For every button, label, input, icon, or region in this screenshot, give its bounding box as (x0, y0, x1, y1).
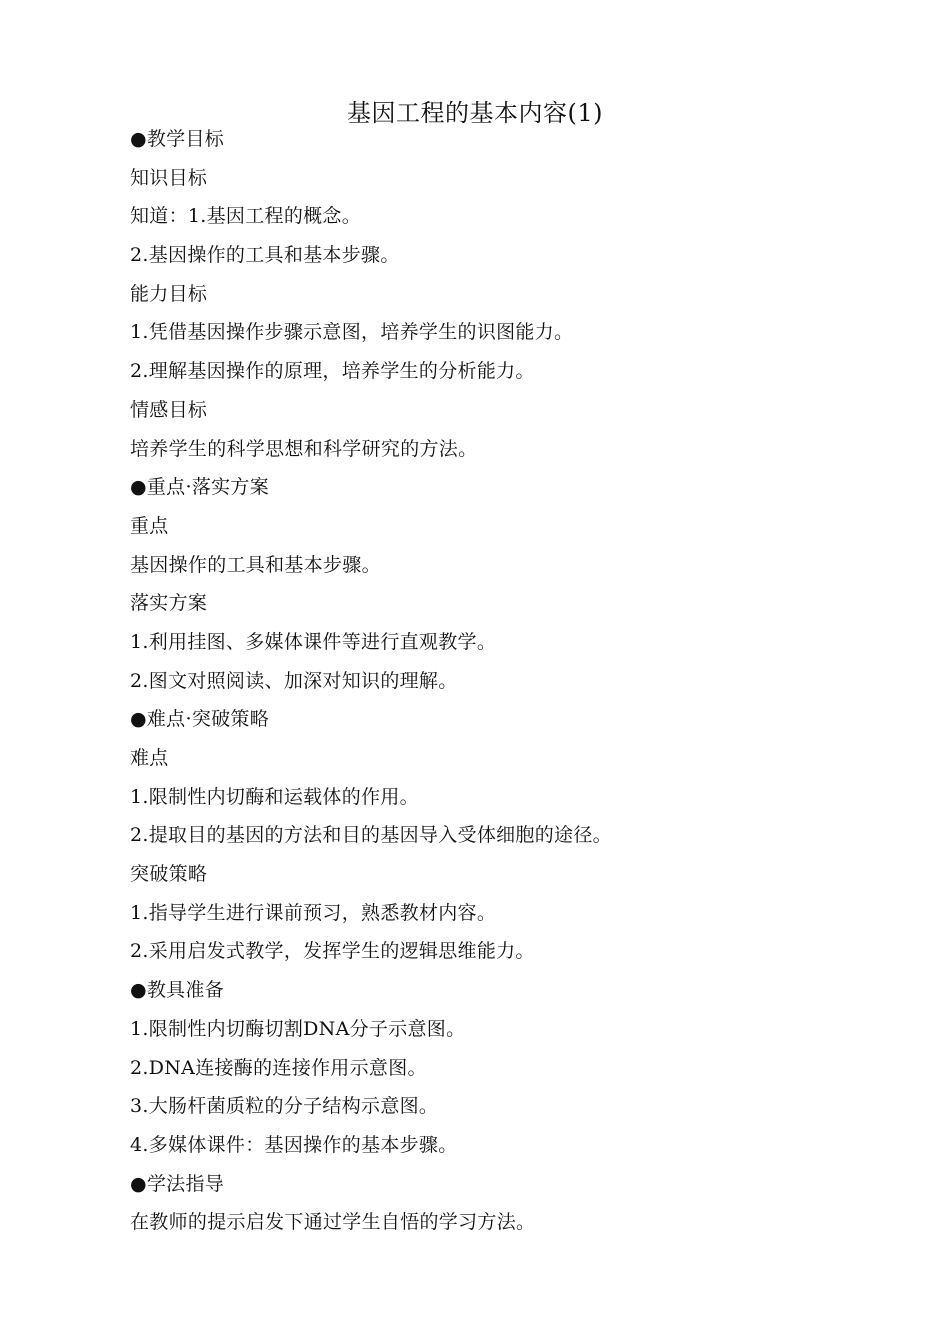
line-text: 在教师的提示启发下通过学生自悟的学习方法。 (130, 1211, 536, 1234)
section-heading (130, 704, 850, 743)
line-text: 难点 (130, 747, 169, 769)
body-line (130, 434, 850, 473)
body-line (130, 782, 850, 821)
line-text: 培养学生的科学思想和科学研究的方法。 (130, 437, 478, 460)
body-line (130, 898, 850, 937)
section-heading (130, 124, 850, 163)
line-text: 2.基因操作的工具和基本步骤。 (130, 244, 400, 267)
body-line (130, 936, 850, 975)
line-text: 突破策略 (130, 863, 208, 886)
line-text: 情感目标 (130, 398, 208, 421)
section-heading (130, 472, 850, 511)
body-line (130, 550, 850, 589)
line-text: 2.采用启发式教学，发挥学生的逻辑思维能力。 (130, 940, 535, 963)
document-title: 基因工程的基本内容(1) (347, 99, 603, 127)
line-text: 2.理解基因操作的原理，培养学生的分析能力。 (130, 360, 535, 383)
line-text: 知道：1.基因工程的概念。 (130, 205, 362, 228)
section-heading (130, 975, 850, 1014)
line-text: ●重点·落实方案 (130, 476, 270, 499)
body-line (130, 1053, 850, 1092)
line-text: 1.利用挂图、多媒体课件等进行直观教学。 (130, 630, 497, 653)
body-line (130, 356, 850, 395)
subheading (130, 511, 850, 550)
body-line (130, 201, 850, 240)
line-text: 2.DNA连接酶的连接作用示意图。 (130, 1056, 427, 1079)
subheading (130, 588, 850, 627)
line-text: 1.限制性内切酶切割DNA分子示意图。 (130, 1017, 466, 1040)
line-text: 1.指导学生进行课前预习，熟悉教材内容。 (130, 901, 497, 924)
line-text: 2.图文对照阅读、加深对知识的理解。 (130, 669, 458, 692)
body-line (130, 1207, 850, 1246)
subheading (130, 743, 850, 782)
line-text: 知识目标 (130, 166, 208, 189)
subheading (130, 163, 850, 202)
body-line (130, 1130, 850, 1169)
line-text: 落实方案 (130, 592, 208, 615)
subheading (130, 279, 850, 318)
section-heading (130, 1169, 850, 1208)
body-line (130, 317, 850, 356)
line-text: ●教学目标 (130, 128, 225, 150)
body-line (130, 627, 850, 666)
line-text: 1.凭借基因操作步骤示意图，培养学生的识图能力。 (130, 321, 574, 344)
body-line (130, 666, 850, 705)
line-text: 4.多媒体课件：基因操作的基本步骤。 (130, 1133, 458, 1156)
line-text: 3.大肠杆菌质粒的分子结构示意图。 (130, 1095, 439, 1118)
line-text: ●难点·突破策略 (130, 708, 270, 731)
body-line (130, 240, 850, 279)
document-body (130, 124, 850, 1246)
line-text: 2.提取目的基因的方法和目的基因导入受体细胞的途径。 (130, 824, 612, 847)
line-text: ●教具准备 (130, 979, 225, 1002)
line-text: 能力目标 (130, 282, 208, 305)
body-line (130, 1014, 850, 1053)
line-text: 重点 (130, 514, 169, 537)
subheading (130, 859, 850, 898)
subheading (130, 395, 850, 434)
line-text: ●学法指导 (130, 1172, 225, 1195)
line-text: 基因操作的工具和基本步骤。 (130, 553, 381, 576)
body-line (130, 1091, 850, 1130)
line-text: 1.限制性内切酶和运载体的作用。 (130, 785, 419, 808)
body-line (130, 820, 850, 859)
